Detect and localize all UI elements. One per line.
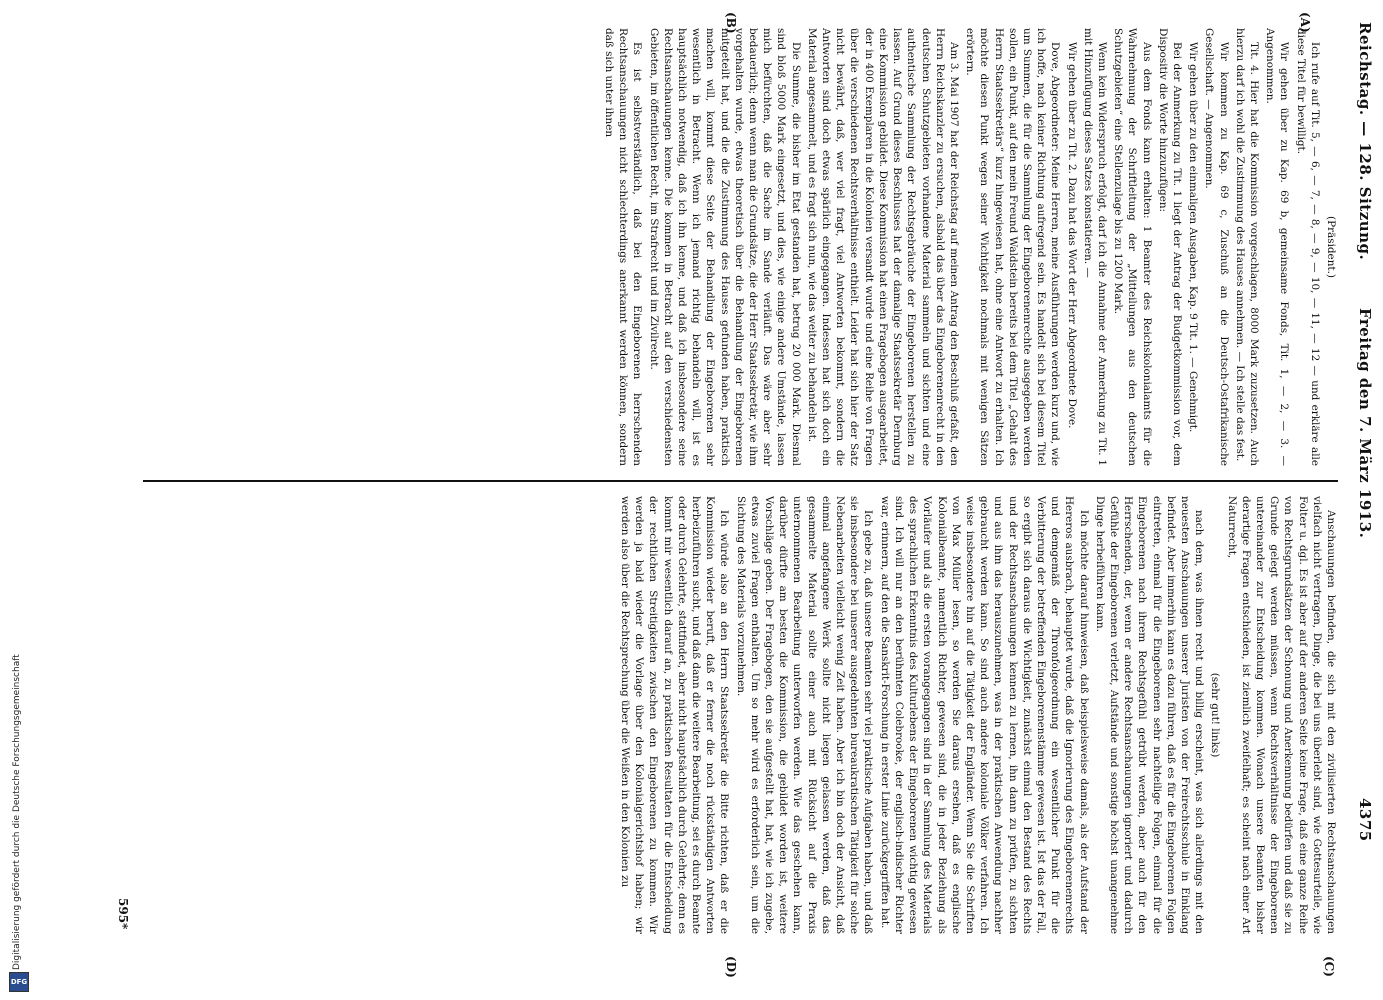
right-column (616, 496, 1338, 934)
paragraph: Am 3. Mai 1907 hat der Reichstag auf meinen Antrag den Beschluß gefaßt, den Herrn Reichskanzler zu ersuchen, alsbald das über das Eingeborenenrecht in den deutschen Schutzgebieten vorhandene Material sammeln und sichten und eine authentische Sammlung der Rechtsgebräuche der Eingeborenen herstellen zu lassen. Auf Grund dieses Beschlusses hat der damalige Staatssekretär Dernburg eine Kommission gebildet. Diese Kommission hat einen Fragebogen ausgearbeitet, der in 400 Exemplaren in die Kolonien versandt wurde und eine Reihe von Fragen über die verschiedenen Rechtsverhältnisse enthielt. Leider hat sich hier der Satz nicht bewährt, daß, wer viel fragt, viel Antworten bekommt, sondern die Antworten sind doch etwas spärlich eingegangen. Indessen hat sich doch ein Material angesammelt, und es fragt sich nun, wie das weiter zu behandeln ist. (805, 28, 960, 466)
dfg-logo: DFG (9, 972, 29, 992)
paragraph: Wir gehen über zu den einmaligen Ausgaben, Kap. 9 Tit. 1. — Genehmigt. (1187, 42, 1200, 433)
margin-mark-d: (D) (724, 956, 738, 978)
header-session: Reichstag. — 128. Sitzung. (1356, 22, 1374, 261)
interjection: (sehr gut! links) (1209, 672, 1222, 758)
paragraph: Es ist selbstverständlich, daß bei den Eingeborenen herrschenden Rechtsanschauungen nicht schlechterdings anerkannt werden können, sondern daß sich unter ihnen (603, 28, 644, 466)
paragraph: Ich gebe zu, daß unsere Beamten sehr viel praktische Aufgaben haben, und daß sie insbesondere bei unserer ausgedehnten bureaukratischen Tätigkeit für solche Nebenarbeiten vielleicht wenig Zeit haben. Aber ich bin doch der Ansicht, daß einmal angefangene Werk sollte nicht liegen gelassen werden, daß das gesammelte Material sollte einer auch mit Rücksicht auf die Praxis unternommenen Bearbeitung unterworfen werden. Wie das geschehen kann, darüber dürfte am besten die Kommission, die gebildet worden ist, weitere Vorschläge geben. Der Fragebogen, den sie aufgestellt hat, hat, wie ich zugebe, etwas zuviel Fragen enthalten. Um so mehr wird es erforderlich sein, um die Sichtung des Materials vorzunehmen. (734, 496, 875, 934)
paragraph: Aus dem Fonds kann erhalten: 1 Beamter des Reichskolonialamts für die Wahrnehmung der Schriftleitung der „Mitteilungen aus den deutschen Schutzgebieten“ eine Stellenzulage bis zu 1200 Mark. (1112, 28, 1153, 466)
left-column (600, 28, 1338, 466)
paragraph: Bei der Anmerkung zu Tit. 1 liegt der Antrag der Budgetkommission vor, dem Dispositiv die Worte hinzuzufügen: (1156, 28, 1183, 466)
page-header (1342, 18, 1378, 958)
header-page-number: 4375 (1356, 798, 1374, 842)
column-divider (143, 480, 1338, 482)
sheet-signature: 595* (116, 898, 130, 930)
paragraph: Die Summe, die bisher im Etat gestanden hat, betrug 20 000 Mark. Diesmal sind bloß 5000 Mark eingesetzt, und dies, wie einige andere Umstände, lassen mich befürchten, daß die Sache im Sande verläuft. Das wäre aber sehr bedauerlich; denn wenn man die Grundsätze, die der Herr Staatssekretär, wie ihm vorgehalten wurde, etwas theoretisch über die Behandlung der Eingeborenen mitgeteilt hat, und die die Zustimmung des Hauses gefunden haben, praktisch machen will, kommt diese Seite der Behandlung der Eingeborenen sehr wesentlich in Betracht. Wenn ich jemand richtig behandeln will, ist es hauptsächlich notwendig, daß ich ihn kenne, und daß ich insbesondere seine Rechtsanschauungen kenne. Die kommen in Betracht auf den verschiedensten Gebieten, im öffentlichen Recht, im Strafrecht und im Zivilrecht. (647, 28, 802, 466)
sidebar (0, 0, 37, 1000)
paragraph: Wir gehen über zu Tit. 2. Dazu hat das Wort der Herr Abgeordnete Dove. (1065, 42, 1078, 429)
paragraph: Wir gehen über zu Kap. 69 b, gemeinsame Fonds, Tit. 1, — 2, — 3. — Angenommen. (1264, 28, 1291, 466)
paragraph: Wir kommen zu Kap. 69 c, Zuschuß an die Deutsch-Ostafrikanische Gesellschaft. — Angenommen. (1203, 28, 1230, 466)
paragraph: Ich würde also an den Herrn Staatssekretär die Bitte richten, daß er die Kommission wieder beruft, daß er ferner die noch rückständigen Antworten herbeizuführen sucht, und daß dann die weitere Bearbeitung, sei es durch Beamte oder durch Gelehrte, stattfindet, aber nicht hauptsächlich durch Gelehrte; denn es kommt mir wesentlich darauf an, zu praktischen Resultaten für die Entscheidung der rechtlichen Streitigkeiten zwischen den Eingeborenen zu kommen. Wir werden ja bald wieder die Vorlage über den Kolonialgerichtshof haben; wir werden also über die Rechtsprechung über die Weißen in den Kolonien zu (619, 496, 731, 934)
paragraph: (Präsident.) (1325, 216, 1337, 278)
paragraph: Wenn kein Widerspruch erfolgt, darf ich die Annahme der Anmerkung zu Tit. 1 mit Hinzufügung dieses Satzes konstatieren. — (1081, 28, 1108, 466)
paragraph: nach dem, was ihnen recht und billig erscheint, was sich allerdings mit den neuesten Anschauungen unserer Juristen von der Freirechtsschule in Einklang befindet. Aber immerhin kann es dazu führen, daß es für die Eingeborenen Folgen eintreten, einmal für die Eingeborenen sehr nachteilige Folgen, einmal für die Eingeborenen nach ihrem Rechtsgefühl getrübt werden, aber auch für den Herrschenden, der, wenn er andere Rechtsanschauungen ignoriert und dadurch Gefühle der Eingeborenen verletzt, Aufstände und sonstige höchst unangenehme Dinge herbeiführen kann. (1093, 496, 1206, 934)
header-date: Freitag den 7. März 1913. (1356, 308, 1374, 539)
funding-note: Digitalisierung gefördert durch die Deutsche Forschungsgemeinschaft (12, 654, 22, 970)
paragraph: Anschauungen befinden, die sich mit den zivilisierten Rechtsanschauungen vielfach nicht vertragen, Dinge, die bei uns überlebt sind, wie Gottesurteile, wie Folter u. dgl. Es ist aber auf der anderen Seite keine Frage, daß eine ganze Reihe von Rechtsgrundsätzen der Schonung und Anerkennung bedürfen und daß sie zu Grunde gelegt werden müssen, wenn Rechtsverhältnisse der Eingeborenen untereinander zur Entscheidung kommen. Wonach unsere Beamten bisher derartige Fragen entschieden, ist ziemlich zweifelhaft; es scheint nach einer Art Naturrecht, (1225, 496, 1337, 934)
margin-mark-c: (C) (1322, 956, 1336, 977)
paragraph: Ich möchte darauf hinweisen, daß beispielsweise damals, als der Aufstand der Hereros ausbrach, behauptet wurde, daß die Ignorierung des Eingeborenenrechts und demgemäß der Thronfolgeordnung ein wesentlicher Punkt für die Verbitterung der betreffenden Eingeborenenstämme gewesen ist. Ist das der Fall, so ergibt sich daraus die Wichtigkeit, zunächst einmal den Bestand des Rechts und der Rechtsanschauungen kennen zu lernen, ihn dann zu prüfen, zu sichten und aus ihm das herauszunehmen, was in der praktischen Anwendung nachher gebraucht werden kann. So sind auch andere koloniale Völker verfahren. Ich weise insbesondere hin auf die Tätigkeit der Engländer. Wenn Sie die Schriften von Max Müller lesen, so werden Sie daraus ersehen, daß es englische Kolonialbeamte, namentlich Richter, gewesen sind, die in jeder Beziehung als Vorläufer und als die ersten vorangegangen sind in der Sammlung des Materials des sprachlichen Erkenntnis des Kulturlebens der Eingeborenen wichtig gewesen sind. Ich will nur an den berühmten Colebrooke, der englisch-indischer Richter war, erinnern, auf den die Sanskrit-Forschung in erster Linie zurückgegriffen hat. (878, 496, 1090, 934)
scanned-page (37, 0, 1383, 1000)
paragraph: Ich rufe auf Tit. 5, — 6, — 7, — 8, — 9, — 10, — 11, — 12 — und erkläre alle diese Titel für bewilligt. (1294, 28, 1321, 466)
margin-mark-a: (A) (1298, 12, 1312, 33)
margin-mark-b: (B) (724, 12, 738, 34)
rotated-page-content (88, 12, 1378, 978)
paragraph: Tit. 4. Hier hat die Kommission vorgeschlagen, 8000 Mark zuzusetzen. Auch hierzu darf ich wohl die Zustimmung des Hauses annehmen. — Ich stelle das fest. (1233, 28, 1260, 466)
paragraph: Dove, Abgeordneter: Meine Herren, meine Ausführungen werden kurz und, wie ich hoffe, nach keiner Richtung aufregend sein. Es handelt sich bei diesem Titel um Summen, die für die Sammlung der Eingeborenenrechte ausgegeben werden sollen, ein Punkt, auf den mein Freund Waldstein bereits bei dem Titel „Gehalt des Herrn Staatssekretärs“ kurz hingewiesen hat, ohne eine Antwort zu erhalten. Ich möchte diesen Punkt wegen seiner Wichtigkeit nochmals mit wenigen Sätzen erörtern. (964, 28, 1062, 466)
